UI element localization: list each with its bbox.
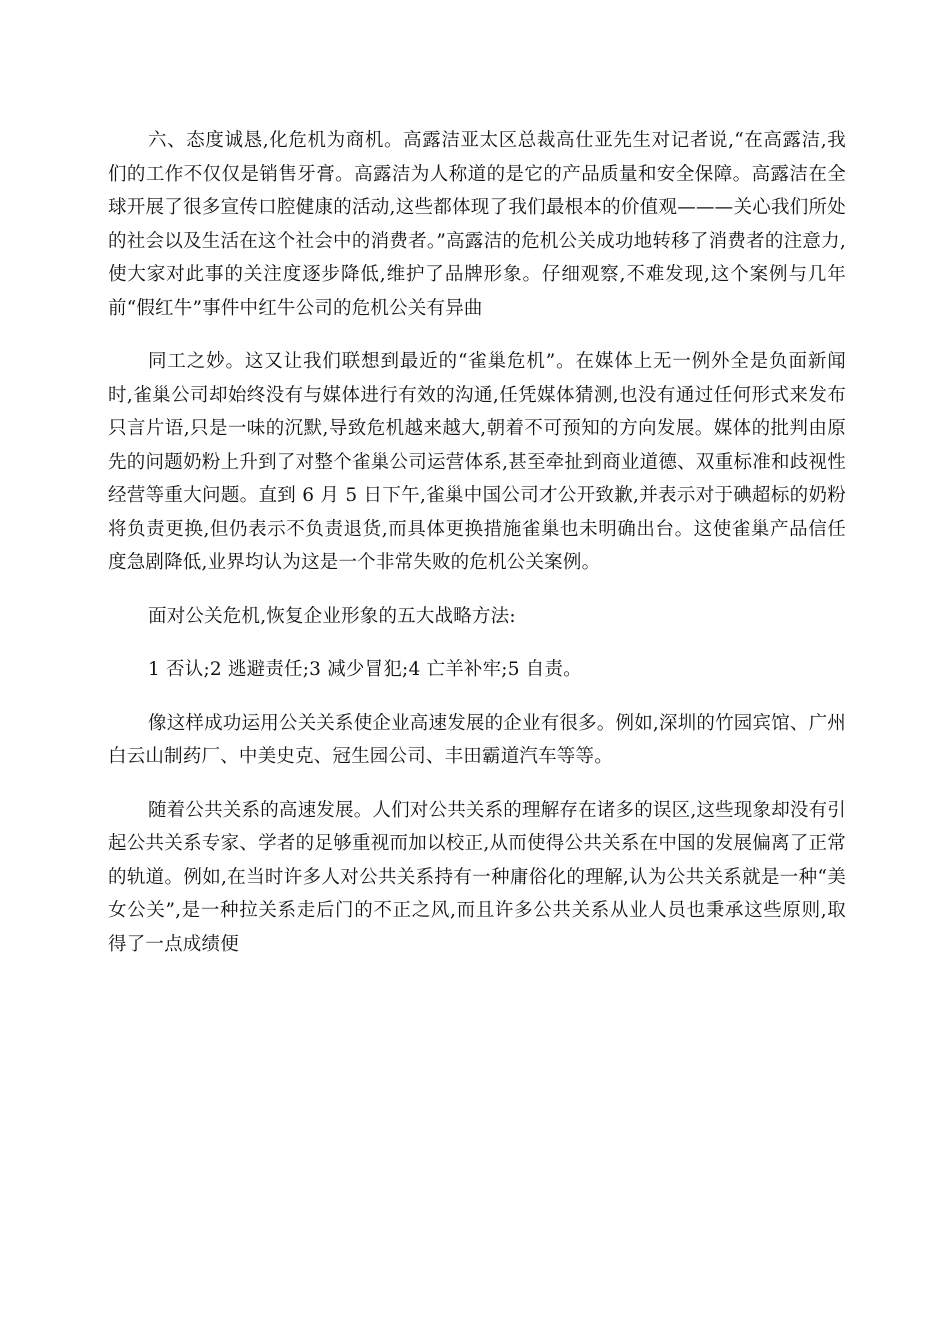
paragraph-five-strategies-list: 1 否认;2 逃避责任;3 减少冒犯;4 亡羊补牢;5 自责。 [148,659,582,680]
paragraph-five-strategies-intro: 面对公关危机,恢复企业形象的五大战略方法: [148,605,516,627]
paragraph-successful-examples: 像这样成功运用公关关系使企业高速发展的企业有很多。例如,深圳的竹园宾馆、广州白云山制药厂、中美史克、冠生园公司、丰田霸道汽车等等。 [108,712,846,767]
paragraph-colgate-crisis: 六、态度诚恳,化危机为商机。高露洁亚太区总裁高仕亚先生对记者说,“在高露洁,我们的工作不仅仅是销售牙膏。高露洁为人称道的是它的产品质量和安全保障。高露洁在全球开展了很多宣传口腔健康的活动,这些都体现了我们最根本的价值观———关心我们所处的社会以及生活在这个社会中的消费者。”高露洁的危机公关成功地转移了消费者的注意力,使大家对此事的关注度逐步降低,维护了品牌形象。仔细观察,不难发现,这个案例与几年前“假红牛”事件中红牛公司的危机公关有异曲 [108,130,846,319]
paragraph-misconceptions: 随着公共关系的高速发展。人们对公共关系的理解存在诸多的误区,这些现象却没有引起公共关系专家、学者的足够重视而加以校正,从而使得公共关系在中国的发展偏离了正常的轨道。例如,在当时许多人对公共关系持有一种庸俗化的理解,认为公共关系就是一种“美女公关”,是一种拉关系走后门的不正之风,而且许多公共关系从业人员也秉承这些原则,取得了一点成绩便 [108,799,846,955]
document-page [108,124,846,961]
paragraph-nestle-crisis: 同工之妙。这又让我们联想到最近的“雀巢危机”。在媒体上无一例外全是负面新闻时,雀巢公司却始终没有与媒体进行有效的沟通,任凭媒体猜测,也没有通过任何形式来发布只言片语,只是一味的沉默,导致危机越来越大,朝着不可预知的方向发展。媒体的批判由原先的问题奶粉上升到了对整个雀巢公司运营体系,甚至牵扯到商业道德、双重标准和歧视性经营等重大问题。直到 6 月 5 日下午,雀巢中国公司才公开致歉,并表示对于碘超标的奶粉将负责更换,但仍表示不负责退货,而具体更换措施雀巢也未明确出台。这使雀巢产品信任度急剧降低,业界均认为这是一个非常失败的危机公关案例。 [108,351,846,573]
